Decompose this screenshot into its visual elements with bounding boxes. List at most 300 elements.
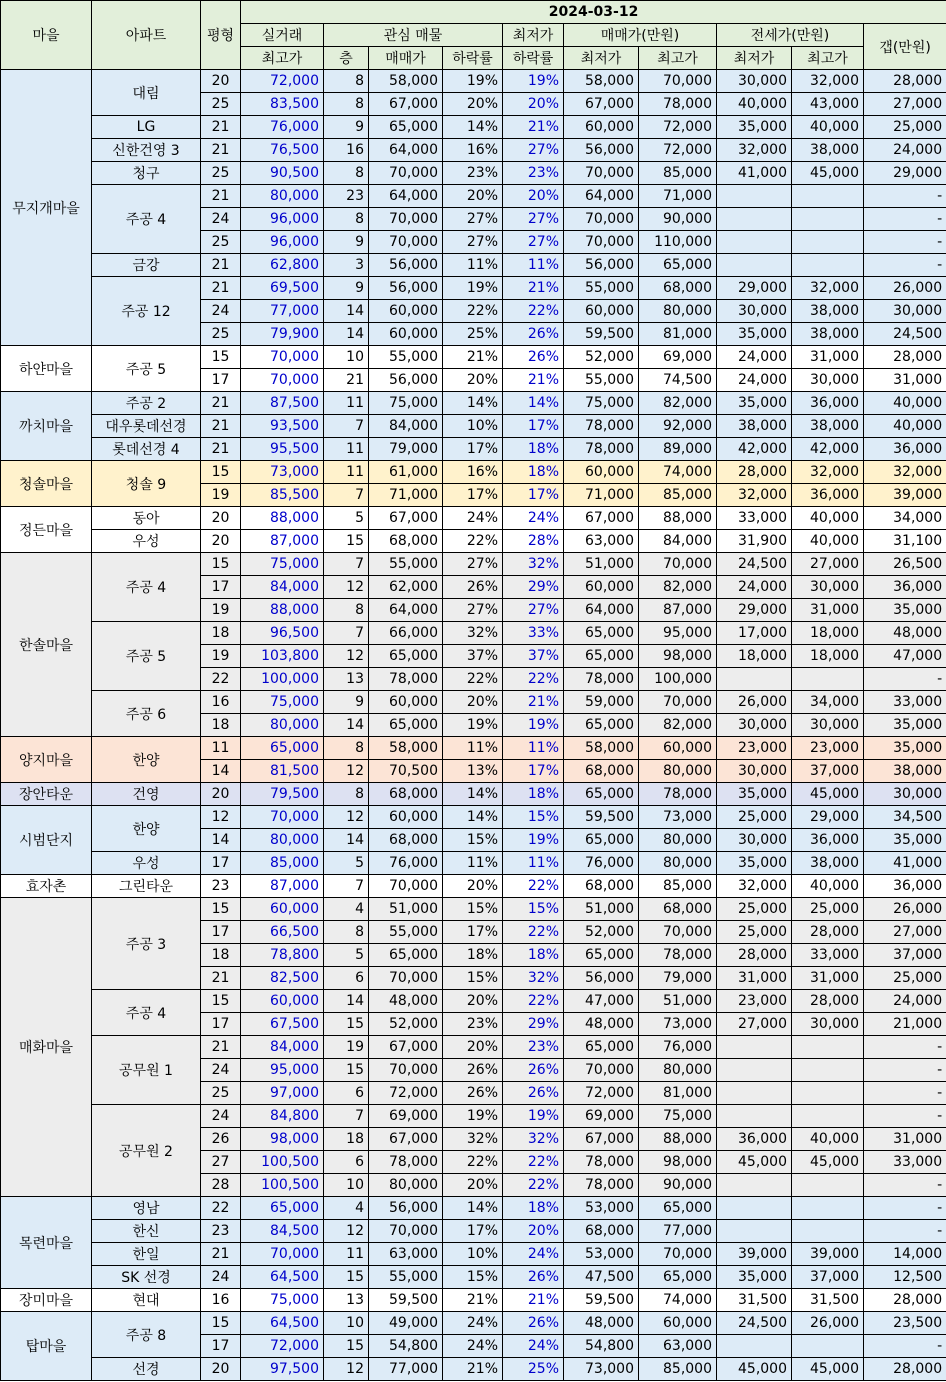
gap-cell: 32,000 <box>864 461 946 484</box>
jeonse-max-cell <box>792 1220 864 1243</box>
jeonse-max-cell: 23,000 <box>792 737 864 760</box>
lowest-drop-rate-cell: 23% <box>503 1036 564 1059</box>
floor-cell: 12 <box>324 760 369 783</box>
sale-max-cell: 85,000 <box>639 875 717 898</box>
lowest-drop-rate-cell: 28% <box>503 530 564 553</box>
listing-price-cell: 51,000 <box>369 898 443 921</box>
gap-cell: - <box>864 1220 946 1243</box>
drop-rate-cell: 22% <box>443 668 503 691</box>
real-trade-max-cell: 75,000 <box>241 691 324 714</box>
gap-cell: 35,000 <box>864 599 946 622</box>
gap-cell: 40,000 <box>864 415 946 438</box>
sale-max-cell: 63,000 <box>639 1335 717 1358</box>
size-cell: 24 <box>201 1105 241 1128</box>
size-cell: 17 <box>201 576 241 599</box>
listing-price-cell: 64,000 <box>369 139 443 162</box>
sale-max-cell: 80,000 <box>639 852 717 875</box>
sale-min-cell: 70,000 <box>564 1059 639 1082</box>
table-row <box>1 162 946 185</box>
lowest-drop-rate-cell: 17% <box>503 415 564 438</box>
jeonse-max-cell: 28,000 <box>792 990 864 1013</box>
apartment-cell: 그린타운 <box>92 875 201 898</box>
gap-cell: 28,000 <box>864 1358 946 1381</box>
listing-price-cell: 71,000 <box>369 484 443 507</box>
listing-price-cell: 60,000 <box>369 806 443 829</box>
table-row <box>1 990 946 1013</box>
sale-max-cell: 70,000 <box>639 921 717 944</box>
header-sale-range: 매매가(만원) <box>564 24 717 47</box>
drop-rate-cell: 25% <box>443 323 503 346</box>
gap-cell: 27,000 <box>864 921 946 944</box>
jeonse-max-cell <box>792 254 864 277</box>
listing-price-cell: 60,000 <box>369 300 443 323</box>
drop-rate-cell: 24% <box>443 1312 503 1335</box>
size-cell: 23 <box>201 1220 241 1243</box>
table-row <box>1 1312 946 1335</box>
size-cell: 21 <box>201 1243 241 1266</box>
real-trade-max-cell: 87,000 <box>241 875 324 898</box>
table-row <box>1 691 946 714</box>
real-trade-max-cell: 72,000 <box>241 70 324 93</box>
real-trade-max-cell: 70,000 <box>241 1243 324 1266</box>
jeonse-max-cell: 42,000 <box>792 438 864 461</box>
jeonse-min-cell <box>717 1105 792 1128</box>
jeonse-min-cell: 35,000 <box>717 323 792 346</box>
size-cell: 15 <box>201 346 241 369</box>
sale-max-cell: 70,000 <box>639 553 717 576</box>
table-body <box>1 70 946 1381</box>
sale-min-cell: 65,000 <box>564 829 639 852</box>
village-cell: 정든마을 <box>1 507 92 553</box>
drop-rate-cell: 14% <box>443 1197 503 1220</box>
listing-price-cell: 79,000 <box>369 438 443 461</box>
jeonse-max-cell: 38,000 <box>792 139 864 162</box>
gap-cell: 40,000 <box>864 392 946 415</box>
table-row <box>1 1036 946 1059</box>
real-trade-max-cell: 65,000 <box>241 737 324 760</box>
real-trade-max-cell: 60,000 <box>241 990 324 1013</box>
gap-cell: 39,000 <box>864 484 946 507</box>
sale-min-cell: 68,000 <box>564 875 639 898</box>
gap-cell: - <box>864 1105 946 1128</box>
size-cell: 28 <box>201 1174 241 1197</box>
drop-rate-cell: 15% <box>443 967 503 990</box>
table-row <box>1 806 946 829</box>
gap-cell: 31,000 <box>864 1128 946 1151</box>
jeonse-min-cell: 30,000 <box>717 70 792 93</box>
jeonse-max-cell: 43,000 <box>792 93 864 116</box>
size-cell: 19 <box>201 599 241 622</box>
sale-min-cell: 63,000 <box>564 530 639 553</box>
table-row <box>1 392 946 415</box>
drop-rate-cell: 14% <box>443 116 503 139</box>
gap-cell: - <box>864 1197 946 1220</box>
drop-rate-cell: 20% <box>443 990 503 1013</box>
lowest-drop-rate-cell: 22% <box>503 921 564 944</box>
size-cell: 17 <box>201 1335 241 1358</box>
gap-cell: 28,000 <box>864 1289 946 1312</box>
drop-rate-cell: 19% <box>443 714 503 737</box>
real-trade-max-cell: 84,500 <box>241 1220 324 1243</box>
gap-cell: 26,500 <box>864 553 946 576</box>
size-cell: 16 <box>201 691 241 714</box>
jeonse-max-cell <box>792 1105 864 1128</box>
floor-cell: 10 <box>324 1312 369 1335</box>
jeonse-min-cell: 38,000 <box>717 415 792 438</box>
gap-cell: 33,000 <box>864 691 946 714</box>
jeonse-max-cell <box>792 1335 864 1358</box>
jeonse-max-cell <box>792 185 864 208</box>
apartment-cell: 주공 8 <box>92 1312 201 1358</box>
jeonse-min-cell: 25,000 <box>717 921 792 944</box>
header-sale-min: 최저가 <box>564 47 639 70</box>
floor-cell: 9 <box>324 691 369 714</box>
listing-price-cell: 61,000 <box>369 461 443 484</box>
gap-cell: 31,100 <box>864 530 946 553</box>
floor-cell: 14 <box>324 323 369 346</box>
village-cell: 매화마을 <box>1 898 92 1197</box>
listing-price-cell: 52,000 <box>369 1013 443 1036</box>
floor-cell: 15 <box>324 1335 369 1358</box>
drop-rate-cell: 14% <box>443 806 503 829</box>
lowest-drop-rate-cell: 15% <box>503 898 564 921</box>
listing-price-cell: 49,000 <box>369 1312 443 1335</box>
jeonse-max-cell: 27,000 <box>792 553 864 576</box>
sale-max-cell: 74,000 <box>639 461 717 484</box>
lowest-drop-rate-cell: 19% <box>503 714 564 737</box>
jeonse-max-cell: 32,000 <box>792 70 864 93</box>
sale-max-cell: 79,000 <box>639 967 717 990</box>
village-cell: 장미마을 <box>1 1289 92 1312</box>
floor-cell: 5 <box>324 944 369 967</box>
sale-min-cell: 67,000 <box>564 93 639 116</box>
drop-rate-cell: 15% <box>443 829 503 852</box>
jeonse-min-cell <box>717 1335 792 1358</box>
drop-rate-cell: 26% <box>443 576 503 599</box>
lowest-drop-rate-cell: 18% <box>503 1197 564 1220</box>
size-cell: 21 <box>201 415 241 438</box>
sale-max-cell: 98,000 <box>639 645 717 668</box>
floor-cell: 9 <box>324 116 369 139</box>
jeonse-min-cell: 42,000 <box>717 438 792 461</box>
sale-max-cell: 65,000 <box>639 254 717 277</box>
lowest-drop-rate-cell: 11% <box>503 254 564 277</box>
header-real-trade-2: 최고가 <box>241 47 324 70</box>
size-cell: 26 <box>201 1128 241 1151</box>
header-date: 2024-03-12 <box>241 1 946 24</box>
jeonse-min-cell: 17,000 <box>717 622 792 645</box>
sale-max-cell: 84,000 <box>639 530 717 553</box>
listing-price-cell: 70,000 <box>369 967 443 990</box>
sale-min-cell: 67,000 <box>564 507 639 530</box>
lowest-drop-rate-cell: 18% <box>503 438 564 461</box>
sale-min-cell: 76,000 <box>564 852 639 875</box>
gap-cell: - <box>864 1082 946 1105</box>
jeonse-min-cell: 24,500 <box>717 553 792 576</box>
listing-price-cell: 63,000 <box>369 1243 443 1266</box>
lowest-drop-rate-cell: 14% <box>503 392 564 415</box>
jeonse-max-cell <box>792 1036 864 1059</box>
sale-min-cell: 58,000 <box>564 70 639 93</box>
jeonse-max-cell: 45,000 <box>792 1151 864 1174</box>
drop-rate-cell: 22% <box>443 300 503 323</box>
real-trade-max-cell: 65,000 <box>241 1197 324 1220</box>
floor-cell: 13 <box>324 668 369 691</box>
jeonse-min-cell: 35,000 <box>717 392 792 415</box>
sale-min-cell: 78,000 <box>564 438 639 461</box>
sale-min-cell: 48,000 <box>564 1312 639 1335</box>
drop-rate-cell: 21% <box>443 1289 503 1312</box>
table-row <box>1 277 946 300</box>
real-trade-max-cell: 64,500 <box>241 1312 324 1335</box>
real-trade-max-cell: 76,000 <box>241 116 324 139</box>
gap-cell: 36,000 <box>864 438 946 461</box>
jeonse-max-cell: 31,000 <box>792 967 864 990</box>
jeonse-max-cell: 30,000 <box>792 1013 864 1036</box>
lowest-drop-rate-cell: 24% <box>503 1243 564 1266</box>
jeonse-min-cell: 24,000 <box>717 369 792 392</box>
sale-min-cell: 75,000 <box>564 392 639 415</box>
jeonse-max-cell: 38,000 <box>792 415 864 438</box>
real-trade-max-cell: 96,000 <box>241 231 324 254</box>
sale-max-cell: 71,000 <box>639 185 717 208</box>
sale-min-cell: 56,000 <box>564 139 639 162</box>
listing-price-cell: 56,000 <box>369 369 443 392</box>
village-cell: 까치마을 <box>1 392 92 461</box>
sale-min-cell: 70,000 <box>564 162 639 185</box>
drop-rate-cell: 19% <box>443 70 503 93</box>
drop-rate-cell: 14% <box>443 392 503 415</box>
jeonse-min-cell: 23,000 <box>717 737 792 760</box>
real-trade-max-cell: 60,000 <box>241 898 324 921</box>
drop-rate-cell: 20% <box>443 1174 503 1197</box>
jeonse-min-cell: 35,000 <box>717 852 792 875</box>
size-cell: 21 <box>201 967 241 990</box>
floor-cell: 7 <box>324 415 369 438</box>
jeonse-max-cell: 18,000 <box>792 622 864 645</box>
apartment-cell: 신한건영 3 <box>92 139 201 162</box>
jeonse-min-cell: 26,000 <box>717 691 792 714</box>
jeonse-min-cell <box>717 208 792 231</box>
jeonse-max-cell: 40,000 <box>792 1128 864 1151</box>
table-row <box>1 1243 946 1266</box>
size-cell: 21 <box>201 254 241 277</box>
jeonse-max-cell: 33,000 <box>792 944 864 967</box>
drop-rate-cell: 11% <box>443 254 503 277</box>
floor-cell: 13 <box>324 1289 369 1312</box>
drop-rate-cell: 27% <box>443 231 503 254</box>
lowest-drop-rate-cell: 22% <box>503 300 564 323</box>
listing-price-cell: 55,000 <box>369 346 443 369</box>
sale-max-cell: 98,000 <box>639 1151 717 1174</box>
size-cell: 25 <box>201 162 241 185</box>
size-cell: 25 <box>201 1082 241 1105</box>
drop-rate-cell: 24% <box>443 1335 503 1358</box>
apartment-cell: 한일 <box>92 1243 201 1266</box>
size-cell: 20 <box>201 783 241 806</box>
apartment-cell: 금강 <box>92 254 201 277</box>
gap-cell: 35,000 <box>864 829 946 852</box>
sale-max-cell: 80,000 <box>639 1059 717 1082</box>
gap-cell: - <box>864 1059 946 1082</box>
real-trade-max-cell: 80,000 <box>241 714 324 737</box>
lowest-drop-rate-cell: 25% <box>503 1358 564 1381</box>
apartment-cell: 우성 <box>92 530 201 553</box>
sale-max-cell: 95,000 <box>639 622 717 645</box>
floor-cell: 19 <box>324 1036 369 1059</box>
jeonse-min-cell: 35,000 <box>717 783 792 806</box>
listing-price-cell: 66,000 <box>369 622 443 645</box>
real-trade-max-cell: 75,000 <box>241 553 324 576</box>
gap-cell: 30,000 <box>864 300 946 323</box>
gap-cell: 23,500 <box>864 1312 946 1335</box>
lowest-drop-rate-cell: 27% <box>503 599 564 622</box>
gap-cell: 33,000 <box>864 1151 946 1174</box>
size-cell: 24 <box>201 1266 241 1289</box>
size-cell: 24 <box>201 1059 241 1082</box>
gap-cell: 26,000 <box>864 898 946 921</box>
listing-price-cell: 65,000 <box>369 645 443 668</box>
table-row <box>1 622 946 645</box>
size-cell: 17 <box>201 1013 241 1036</box>
drop-rate-cell: 27% <box>443 208 503 231</box>
table-row <box>1 553 946 576</box>
drop-rate-cell: 15% <box>443 898 503 921</box>
floor-cell: 14 <box>324 829 369 852</box>
size-cell: 21 <box>201 438 241 461</box>
jeonse-max-cell <box>792 1174 864 1197</box>
table-row <box>1 898 946 921</box>
header-floor: 층 <box>324 47 369 70</box>
sale-min-cell: 78,000 <box>564 668 639 691</box>
floor-cell: 8 <box>324 783 369 806</box>
jeonse-min-cell: 39,000 <box>717 1243 792 1266</box>
listing-price-cell: 48,000 <box>369 990 443 1013</box>
table-row <box>1 438 946 461</box>
apartment-cell: LG <box>92 116 201 139</box>
floor-cell: 14 <box>324 714 369 737</box>
jeonse-max-cell: 30,000 <box>792 714 864 737</box>
size-cell: 21 <box>201 139 241 162</box>
sale-min-cell: 51,000 <box>564 553 639 576</box>
floor-cell: 6 <box>324 1082 369 1105</box>
real-trade-max-cell: 75,000 <box>241 1289 324 1312</box>
size-cell: 27 <box>201 1151 241 1174</box>
sale-min-cell: 65,000 <box>564 783 639 806</box>
gap-cell: 25,000 <box>864 967 946 990</box>
lowest-drop-rate-cell: 18% <box>503 461 564 484</box>
gap-cell: 41,000 <box>864 852 946 875</box>
table-row <box>1 1358 946 1381</box>
jeonse-min-cell: 25,000 <box>717 898 792 921</box>
floor-cell: 12 <box>324 806 369 829</box>
lowest-drop-rate-cell: 24% <box>503 507 564 530</box>
jeonse-max-cell: 30,000 <box>792 369 864 392</box>
sale-min-cell: 65,000 <box>564 1036 639 1059</box>
floor-cell: 14 <box>324 300 369 323</box>
gap-cell: 28,000 <box>864 70 946 93</box>
real-trade-max-cell: 85,500 <box>241 484 324 507</box>
sale-max-cell: 110,000 <box>639 231 717 254</box>
lowest-drop-rate-cell: 22% <box>503 1151 564 1174</box>
drop-rate-cell: 27% <box>443 553 503 576</box>
real-trade-max-cell: 97,500 <box>241 1358 324 1381</box>
real-trade-max-cell: 103,800 <box>241 645 324 668</box>
jeonse-min-cell <box>717 1174 792 1197</box>
gap-cell: 48,000 <box>864 622 946 645</box>
sale-min-cell: 67,000 <box>564 1128 639 1151</box>
jeonse-max-cell: 30,000 <box>792 576 864 599</box>
listing-price-cell: 55,000 <box>369 553 443 576</box>
table-row <box>1 507 946 530</box>
jeonse-min-cell: 30,000 <box>717 714 792 737</box>
header-jeonse-min: 최저가 <box>717 47 792 70</box>
lowest-drop-rate-cell: 32% <box>503 1128 564 1151</box>
village-cell: 청솔마을 <box>1 461 92 507</box>
apartment-cell: 한양 <box>92 806 201 852</box>
table-header <box>1 1 946 70</box>
gap-cell: - <box>864 1335 946 1358</box>
lowest-drop-rate-cell: 27% <box>503 208 564 231</box>
drop-rate-cell: 10% <box>443 415 503 438</box>
floor-cell: 7 <box>324 875 369 898</box>
size-cell: 22 <box>201 1197 241 1220</box>
floor-cell: 8 <box>324 93 369 116</box>
lowest-drop-rate-cell: 17% <box>503 484 564 507</box>
sale-max-cell: 82,000 <box>639 714 717 737</box>
listing-price-cell: 56,000 <box>369 254 443 277</box>
sale-min-cell: 60,000 <box>564 576 639 599</box>
real-trade-max-cell: 70,000 <box>241 346 324 369</box>
real-trade-max-cell: 100,500 <box>241 1174 324 1197</box>
village-cell: 효자촌 <box>1 875 92 898</box>
gap-cell: 24,000 <box>864 139 946 162</box>
sale-min-cell: 51,000 <box>564 898 639 921</box>
village-cell: 무지개마을 <box>1 70 92 346</box>
gap-cell: 29,000 <box>864 162 946 185</box>
sale-max-cell: 60,000 <box>639 737 717 760</box>
floor-cell: 16 <box>324 139 369 162</box>
drop-rate-cell: 20% <box>443 185 503 208</box>
size-cell: 11 <box>201 737 241 760</box>
sale-min-cell: 55,000 <box>564 369 639 392</box>
jeonse-min-cell: 40,000 <box>717 93 792 116</box>
real-trade-max-cell: 69,500 <box>241 277 324 300</box>
sale-max-cell: 68,000 <box>639 277 717 300</box>
sale-min-cell: 59,500 <box>564 323 639 346</box>
jeonse-max-cell <box>792 668 864 691</box>
listing-price-cell: 77,000 <box>369 1358 443 1381</box>
table-row <box>1 737 946 760</box>
jeonse-max-cell: 18,000 <box>792 645 864 668</box>
village-cell: 탑마을 <box>1 1312 92 1381</box>
sale-max-cell: 65,000 <box>639 1197 717 1220</box>
sale-min-cell: 78,000 <box>564 1151 639 1174</box>
listing-price-cell: 68,000 <box>369 829 443 852</box>
listing-price-cell: 76,000 <box>369 852 443 875</box>
size-cell: 22 <box>201 668 241 691</box>
jeonse-min-cell <box>717 1197 792 1220</box>
floor-cell: 8 <box>324 921 369 944</box>
jeonse-min-cell: 30,000 <box>717 760 792 783</box>
size-cell: 24 <box>201 208 241 231</box>
village-cell: 양지마을 <box>1 737 92 783</box>
sale-min-cell: 73,000 <box>564 1358 639 1381</box>
header-listing: 관심 매물 <box>324 24 503 47</box>
listing-price-cell: 58,000 <box>369 70 443 93</box>
size-cell: 25 <box>201 93 241 116</box>
gap-cell: - <box>864 1174 946 1197</box>
